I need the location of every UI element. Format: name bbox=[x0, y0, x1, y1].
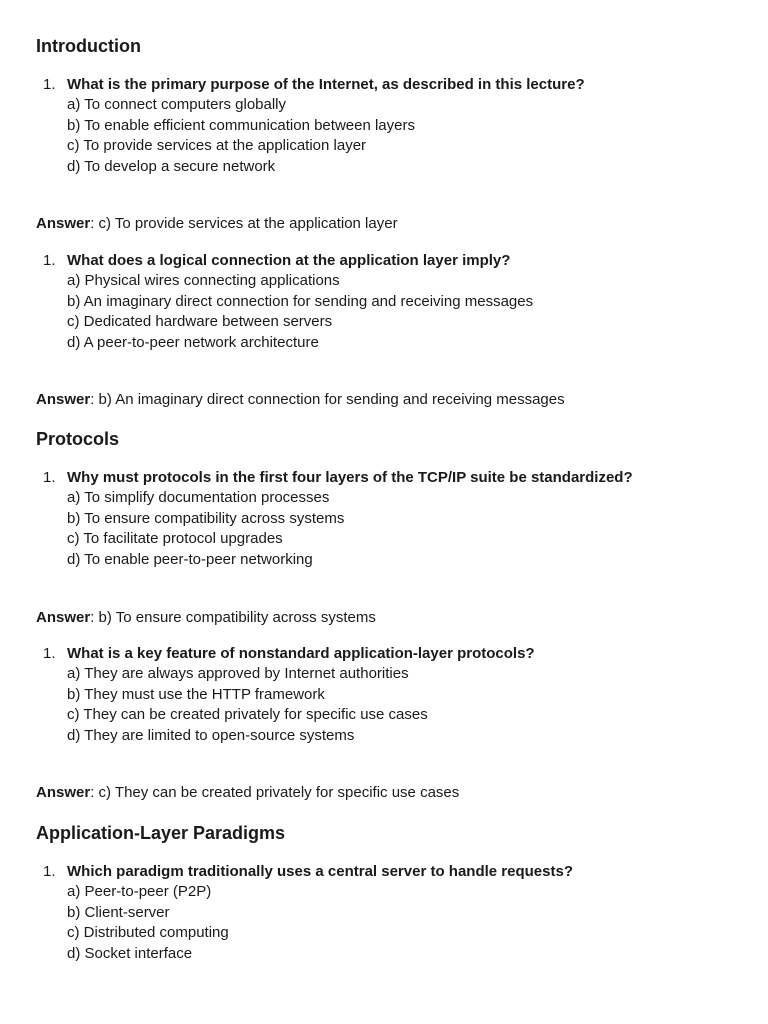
question-text: Which paradigm traditionally uses a central server to handle requests? bbox=[67, 863, 573, 880]
option-a: a) Peer-to-peer (P2P) bbox=[67, 883, 212, 900]
option-b: b) They must use the HTTP framework bbox=[67, 685, 325, 703]
option-b: b) An imaginary direct connection for sending and receiving messages bbox=[67, 292, 534, 310]
option-d: d) They are limited to open-source systems bbox=[67, 727, 355, 745]
option-b: b) To enable efficient communication between layers bbox=[67, 116, 415, 134]
option-b: b) Client-server bbox=[67, 903, 170, 921]
option-c: c) Distributed computing bbox=[67, 924, 229, 942]
question-text: What is a key feature of nonstandard application-layer protocols? bbox=[67, 645, 535, 662]
question-block bbox=[36, 251, 736, 354]
question-number: 1. bbox=[43, 469, 56, 486]
question-block bbox=[36, 862, 736, 965]
question-number: 1. bbox=[43, 252, 56, 269]
options-list bbox=[67, 488, 736, 571]
option-d: d) Socket interface bbox=[67, 945, 193, 963]
answer-line bbox=[36, 608, 376, 628]
question-block bbox=[36, 75, 736, 178]
answer-text: : c) To provide services at the application layer bbox=[90, 215, 398, 232]
question-text: Why must protocols in the first four layers of the TCP/IP suite be standardized? bbox=[67, 469, 633, 486]
question-text: What is the primary purpose of the Internet, as described in this lecture? bbox=[67, 76, 585, 93]
option-c: c) To provide services at the application layer bbox=[67, 137, 367, 155]
option-c: c) They can be created privately for specific use cases bbox=[67, 706, 428, 724]
answer-line bbox=[36, 783, 459, 803]
question-block bbox=[36, 468, 736, 571]
section-title-protocols: Protocols bbox=[36, 429, 120, 449]
option-a: a) To simplify documentation processes bbox=[67, 489, 330, 506]
option-a: a) They are always approved by Internet authorities bbox=[67, 665, 409, 682]
section-title-introduction: Introduction bbox=[36, 36, 141, 56]
option-c: c) Dedicated hardware between servers bbox=[67, 313, 333, 331]
answer-text: : b) An imaginary direct connection for sending and receiving messages bbox=[90, 391, 565, 408]
option-a: a) To connect computers globally bbox=[67, 96, 287, 113]
answer-line bbox=[36, 214, 398, 234]
answer-text: : c) They can be created privately for specific use cases bbox=[90, 784, 460, 801]
option-d: d) To develop a secure network bbox=[67, 158, 276, 176]
answer-line bbox=[36, 390, 565, 410]
question-number: 1. bbox=[43, 863, 56, 880]
answer-label: Answer bbox=[36, 391, 91, 408]
answer-label: Answer bbox=[36, 215, 91, 232]
options-list bbox=[67, 271, 736, 354]
options-list bbox=[67, 95, 736, 178]
question-block bbox=[36, 644, 736, 747]
section-title-paradigms: Application-Layer Paradigms bbox=[36, 823, 286, 843]
option-c: c) To facilitate protocol upgrades bbox=[67, 530, 283, 548]
question-number: 1. bbox=[43, 76, 56, 93]
option-d: d) To enable peer-to-peer networking bbox=[67, 551, 313, 569]
question-number: 1. bbox=[43, 645, 56, 662]
option-a: a) Physical wires connecting applications bbox=[67, 272, 340, 289]
option-b: b) To ensure compatibility across systems bbox=[67, 509, 345, 527]
options-list bbox=[67, 882, 736, 965]
answer-label: Answer bbox=[36, 784, 91, 801]
option-d: d) A peer-to-peer network architecture bbox=[67, 334, 319, 352]
answer-label: Answer bbox=[36, 609, 91, 626]
question-text: What does a logical connection at the application layer imply? bbox=[67, 252, 511, 269]
options-list bbox=[67, 664, 736, 747]
answer-text: : b) To ensure compatibility across systems bbox=[90, 609, 376, 626]
